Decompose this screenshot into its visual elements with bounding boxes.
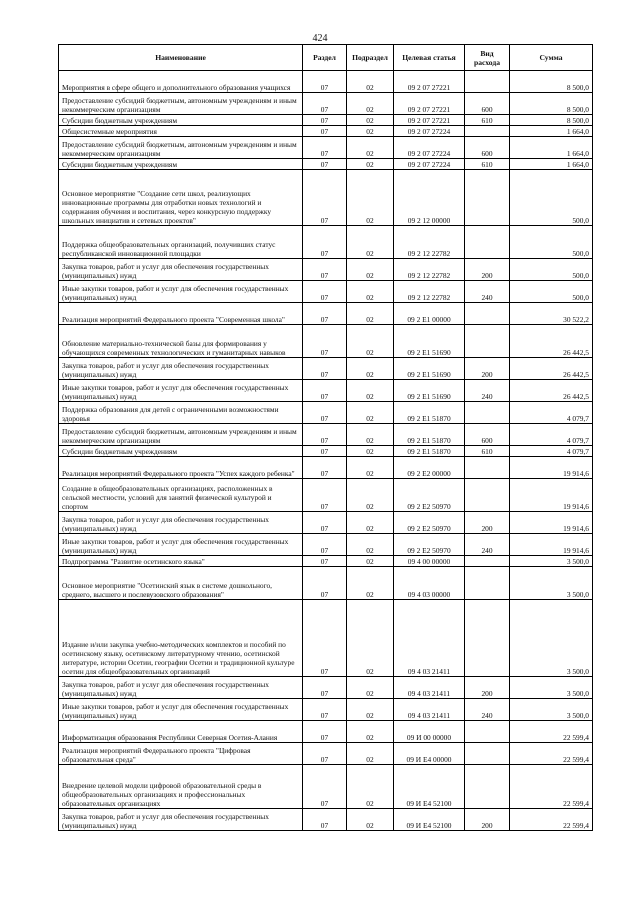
row-name-cell: Иные закупки товаров, работ и услуг для обеспечения государственных (муниципальных) нужд: [59, 699, 303, 721]
row-target-cell: 09 4 00 00000: [394, 556, 465, 567]
row-amount-cell: 19 914,6: [510, 534, 593, 556]
row-subsection-cell: 02: [347, 93, 394, 115]
table-row: [59, 809, 593, 831]
row-name-cell: Иные закупки товаров, работ и услуг для обеспечения государственных (муниципальных) нужд: [59, 534, 303, 556]
row-expense-type-cell: 200: [465, 259, 510, 281]
row-target-cell: 09 2 12 22782: [394, 259, 465, 281]
table-row: [59, 115, 593, 126]
row-expense-type-cell: [465, 556, 510, 567]
row-name-cell: Поддержка образования для детей с ограниченными возможностями здоровья: [59, 402, 303, 424]
row-target-cell: 09 2 Е2 50970: [394, 534, 465, 556]
row-subsection-cell: 02: [347, 402, 394, 424]
row-amount-cell: 26 442,5: [510, 325, 593, 358]
row-amount-cell: 3 500,0: [510, 677, 593, 699]
row-section-cell: 07: [303, 303, 347, 325]
row-target-cell: 09 4 03 21411: [394, 677, 465, 699]
row-amount-cell: 1 664,0: [510, 159, 593, 170]
table-row: [59, 358, 593, 380]
row-section-cell: 07: [303, 115, 347, 126]
row-section-cell: 07: [303, 809, 347, 831]
row-amount-cell: 3 500,0: [510, 699, 593, 721]
row-amount-cell: 500,0: [510, 170, 593, 226]
row-subsection-cell: 02: [347, 457, 394, 479]
row-subsection-cell: 02: [347, 358, 394, 380]
row-section-cell: 07: [303, 765, 347, 809]
row-amount-cell: 3 500,0: [510, 600, 593, 677]
row-name-cell: Закупка товаров, работ и услуг для обеспечения государственных (муниципальных) нужд: [59, 259, 303, 281]
row-target-cell: 09 2 Е1 00000: [394, 303, 465, 325]
row-target-cell: 09 2 07 27224: [394, 126, 465, 137]
row-subsection-cell: 02: [347, 699, 394, 721]
row-section-cell: 07: [303, 380, 347, 402]
table-row: [59, 446, 593, 457]
table-row: [59, 93, 593, 115]
row-subsection-cell: 02: [347, 259, 394, 281]
row-name-cell: Иные закупки товаров, работ и услуг для обеспечения государственных (муниципальных) нужд: [59, 380, 303, 402]
table-row: [59, 699, 593, 721]
row-name-cell: Создание в общеобразовательных организациях, расположенных в сельской местности, условий для занятий физической культурой и спортом: [59, 479, 303, 512]
row-target-cell: 09 2 07 27221: [394, 71, 465, 93]
row-subsection-cell: 02: [347, 446, 394, 457]
row-section-cell: 07: [303, 93, 347, 115]
row-expense-type-cell: [465, 226, 510, 259]
row-target-cell: 09 2 Е1 51690: [394, 325, 465, 358]
table-row: [59, 765, 593, 809]
row-name-cell: Предоставление субсидий бюджетным, автономным учреждениям и иным некоммерческим организациям: [59, 93, 303, 115]
row-expense-type-cell: 610: [465, 446, 510, 457]
row-name-cell: Общесистемные мероприятия: [59, 126, 303, 137]
row-section-cell: 07: [303, 159, 347, 170]
table-header-row: [59, 45, 593, 71]
row-name-cell: Субсидии бюджетным учреждениям: [59, 115, 303, 126]
row-subsection-cell: 02: [347, 721, 394, 743]
row-expense-type-cell: [465, 402, 510, 424]
row-subsection-cell: 02: [347, 512, 394, 534]
row-expense-type-cell: [465, 71, 510, 93]
row-section-cell: 07: [303, 71, 347, 93]
row-amount-cell: 500,0: [510, 226, 593, 259]
row-target-cell: 09 2 07 27221: [394, 93, 465, 115]
row-amount-cell: 3 500,0: [510, 567, 593, 600]
row-amount-cell: 3 500,0: [510, 556, 593, 567]
row-name-cell: Основное мероприятие "Создание сети школ, реализующих инновационные программы для отработки новых технологий и содержания обучения и воспитания, через конкурсную поддержку школьных инициатив и сетевых проектов": [59, 170, 303, 226]
column-header-amount: Сумма: [510, 45, 593, 71]
row-name-cell: Информатизация образования Республики Северная Осетия-Алания: [59, 721, 303, 743]
row-amount-cell: 19 914,6: [510, 479, 593, 512]
row-name-cell: Реализация мероприятий Федерального проекта "Современная школа": [59, 303, 303, 325]
row-target-cell: 09 4 03 21411: [394, 699, 465, 721]
row-section-cell: 07: [303, 479, 347, 512]
row-subsection-cell: 02: [347, 600, 394, 677]
table-row: [59, 567, 593, 600]
table-row: [59, 303, 593, 325]
column-header-target: Целевая статья: [394, 45, 465, 71]
column-header-section: Раздел: [303, 45, 347, 71]
row-amount-cell: 4 079,7: [510, 424, 593, 446]
row-target-cell: 09 2 12 22782: [394, 226, 465, 259]
row-amount-cell: 26 442,5: [510, 380, 593, 402]
row-amount-cell: 22 599,4: [510, 721, 593, 743]
row-subsection-cell: 02: [347, 743, 394, 765]
table-row: [59, 137, 593, 159]
row-target-cell: 09 И 00 00000: [394, 721, 465, 743]
row-amount-cell: 22 599,4: [510, 809, 593, 831]
row-amount-cell: 22 599,4: [510, 765, 593, 809]
table-row: [59, 159, 593, 170]
row-target-cell: 09 2 Е1 51690: [394, 380, 465, 402]
table-row: [59, 424, 593, 446]
row-expense-type-cell: 240: [465, 380, 510, 402]
row-section-cell: 07: [303, 170, 347, 226]
row-section-cell: 07: [303, 721, 347, 743]
row-target-cell: 09 2 Е1 51870: [394, 402, 465, 424]
row-target-cell: 09 2 12 22782: [394, 281, 465, 303]
row-section-cell: 07: [303, 512, 347, 534]
row-subsection-cell: 02: [347, 534, 394, 556]
row-expense-type-cell: 200: [465, 512, 510, 534]
row-target-cell: 09 4 03 21411: [394, 600, 465, 677]
table-row: [59, 479, 593, 512]
row-amount-cell: 8 500,0: [510, 115, 593, 126]
row-amount-cell: 22 599,4: [510, 743, 593, 765]
row-expense-type-cell: 200: [465, 677, 510, 699]
row-expense-type-cell: [465, 170, 510, 226]
row-expense-type-cell: [465, 765, 510, 809]
row-expense-type-cell: 200: [465, 358, 510, 380]
row-target-cell: 09 И Е4 00000: [394, 743, 465, 765]
row-target-cell: 09 2 Е2 00000: [394, 457, 465, 479]
row-expense-type-cell: [465, 600, 510, 677]
row-target-cell: 09 2 12 00000: [394, 170, 465, 226]
row-subsection-cell: 02: [347, 809, 394, 831]
row-name-cell: Субсидии бюджетным учреждениям: [59, 159, 303, 170]
table-row: [59, 170, 593, 226]
column-header-subsection: Подраздел: [347, 45, 394, 71]
table-row: [59, 534, 593, 556]
column-header-name: Наименование: [59, 45, 303, 71]
row-target-cell: 09 2 Е1 51870: [394, 446, 465, 457]
row-section-cell: 07: [303, 402, 347, 424]
table-row: [59, 600, 593, 677]
row-name-cell: Внедрение целевой модели цифровой образовательной среды в общеобразовательных организациях и профессиональных образовательных организациях: [59, 765, 303, 809]
row-expense-type-cell: 240: [465, 281, 510, 303]
row-expense-type-cell: 200: [465, 809, 510, 831]
table-row: [59, 402, 593, 424]
row-expense-type-cell: 600: [465, 424, 510, 446]
table-row: [59, 512, 593, 534]
row-section-cell: 07: [303, 259, 347, 281]
row-section-cell: 07: [303, 424, 347, 446]
row-amount-cell: 8 500,0: [510, 93, 593, 115]
row-section-cell: 07: [303, 226, 347, 259]
row-name-cell: Обновление материально-технической базы для формирования у обучающихся современных технологических и гуманитарных навыков: [59, 325, 303, 358]
row-amount-cell: 8 500,0: [510, 71, 593, 93]
row-subsection-cell: 02: [347, 303, 394, 325]
row-target-cell: 09 4 03 00000: [394, 567, 465, 600]
row-subsection-cell: 02: [347, 567, 394, 600]
row-section-cell: 07: [303, 600, 347, 677]
row-name-cell: Предоставление субсидий бюджетным, автономным учреждениям и иным некоммерческим организациям: [59, 424, 303, 446]
row-subsection-cell: 02: [347, 226, 394, 259]
row-amount-cell: 19 914,6: [510, 512, 593, 534]
row-target-cell: 09 2 Е1 51690: [394, 358, 465, 380]
row-section-cell: 07: [303, 699, 347, 721]
row-name-cell: Закупка товаров, работ и услуг для обеспечения государственных (муниципальных) нужд: [59, 358, 303, 380]
row-name-cell: Реализация мероприятий Федерального проекта "Цифровая образовательная среда": [59, 743, 303, 765]
row-subsection-cell: 02: [347, 556, 394, 567]
row-subsection-cell: 02: [347, 115, 394, 126]
column-header-expense-type: Вид расхода: [465, 45, 510, 71]
row-section-cell: 07: [303, 457, 347, 479]
row-section-cell: 07: [303, 358, 347, 380]
table-row: [59, 325, 593, 358]
row-section-cell: 07: [303, 137, 347, 159]
row-name-cell: Субсидии бюджетным учреждениям: [59, 446, 303, 457]
row-section-cell: 07: [303, 556, 347, 567]
row-subsection-cell: 02: [347, 71, 394, 93]
row-expense-type-cell: [465, 721, 510, 743]
row-expense-type-cell: 240: [465, 699, 510, 721]
row-amount-cell: 1 664,0: [510, 126, 593, 137]
row-amount-cell: 26 442,5: [510, 358, 593, 380]
row-section-cell: 07: [303, 446, 347, 457]
table-row: [59, 281, 593, 303]
row-amount-cell: 1 664,0: [510, 137, 593, 159]
row-subsection-cell: 02: [347, 424, 394, 446]
row-target-cell: 09 2 Е2 50970: [394, 512, 465, 534]
row-section-cell: 07: [303, 534, 347, 556]
row-name-cell: Закупка товаров, работ и услуг для обеспечения государственных (муниципальных) нужд: [59, 809, 303, 831]
row-subsection-cell: 02: [347, 677, 394, 699]
table-row: [59, 743, 593, 765]
table-row: [59, 677, 593, 699]
table-row: [59, 126, 593, 137]
row-name-cell: Подпрограмма "Развитие осетинского языка": [59, 556, 303, 567]
row-section-cell: 07: [303, 126, 347, 137]
row-amount-cell: 19 914,6: [510, 457, 593, 479]
row-amount-cell: 500,0: [510, 281, 593, 303]
row-name-cell: Предоставление субсидий бюджетным, автономным учреждениям и иным некоммерческим организациям: [59, 137, 303, 159]
row-subsection-cell: 02: [347, 479, 394, 512]
row-expense-type-cell: [465, 457, 510, 479]
row-name-cell: Иные закупки товаров, работ и услуг для обеспечения государственных (муниципальных) нужд: [59, 281, 303, 303]
row-expense-type-cell: 600: [465, 93, 510, 115]
row-subsection-cell: 02: [347, 325, 394, 358]
table-row: [59, 226, 593, 259]
row-expense-type-cell: [465, 303, 510, 325]
row-expense-type-cell: [465, 325, 510, 358]
row-name-cell: Мероприятия в сфере общего и дополнительного образования учащихся: [59, 71, 303, 93]
row-expense-type-cell: [465, 126, 510, 137]
row-expense-type-cell: 610: [465, 115, 510, 126]
row-expense-type-cell: 600: [465, 137, 510, 159]
table-row: [59, 457, 593, 479]
row-target-cell: 09 2 07 27224: [394, 137, 465, 159]
row-expense-type-cell: [465, 567, 510, 600]
row-subsection-cell: 02: [347, 380, 394, 402]
row-name-cell: Основное мероприятие "Осетинский язык в системе дошкольного, среднего, высшего и послевузовского образования": [59, 567, 303, 600]
row-name-cell: Закупка товаров, работ и услуг для обеспечения государственных (муниципальных) нужд: [59, 512, 303, 534]
row-subsection-cell: 02: [347, 281, 394, 303]
row-section-cell: 07: [303, 743, 347, 765]
row-section-cell: 07: [303, 567, 347, 600]
row-target-cell: 09 И Е4 52100: [394, 765, 465, 809]
page-number: 424: [312, 33, 328, 44]
row-amount-cell: 500,0: [510, 259, 593, 281]
row-name-cell: Издание и/или закупка учебно-методических комплектов и пособий по осетинскому языку, осетинскому литературному чтению, осетинской литературе, истории Осетии, географии Осетии и традиционной культуре осетин для общеобразовательных организаций: [59, 600, 303, 677]
row-section-cell: 07: [303, 325, 347, 358]
row-amount-cell: 30 522,2: [510, 303, 593, 325]
table-row: [59, 721, 593, 743]
row-name-cell: Закупка товаров, работ и услуг для обеспечения государственных (муниципальных) нужд: [59, 677, 303, 699]
row-section-cell: 07: [303, 677, 347, 699]
row-target-cell: 09 И Е4 52100: [394, 809, 465, 831]
row-name-cell: Поддержка общеобразовательных организаций, получивших статус республиканской инновационной площадки: [59, 226, 303, 259]
row-section-cell: 07: [303, 281, 347, 303]
table-row: [59, 71, 593, 93]
row-name-cell: Реализация мероприятий Федерального проекта "Успех каждого ребенка": [59, 457, 303, 479]
row-expense-type-cell: [465, 743, 510, 765]
budget-table: [58, 44, 593, 831]
row-expense-type-cell: [465, 479, 510, 512]
row-expense-type-cell: 240: [465, 534, 510, 556]
row-subsection-cell: 02: [347, 126, 394, 137]
row-subsection-cell: 02: [347, 159, 394, 170]
row-target-cell: 09 2 Е1 51870: [394, 424, 465, 446]
table-row: [59, 259, 593, 281]
row-amount-cell: 4 079,7: [510, 446, 593, 457]
row-subsection-cell: 02: [347, 137, 394, 159]
row-expense-type-cell: 610: [465, 159, 510, 170]
row-target-cell: 09 2 07 27224: [394, 159, 465, 170]
table-row: [59, 556, 593, 567]
row-target-cell: 09 2 07 27221: [394, 115, 465, 126]
table-row: [59, 380, 593, 402]
row-target-cell: 09 2 Е2 50970: [394, 479, 465, 512]
row-amount-cell: 4 079,7: [510, 402, 593, 424]
row-subsection-cell: 02: [347, 765, 394, 809]
row-subsection-cell: 02: [347, 170, 394, 226]
